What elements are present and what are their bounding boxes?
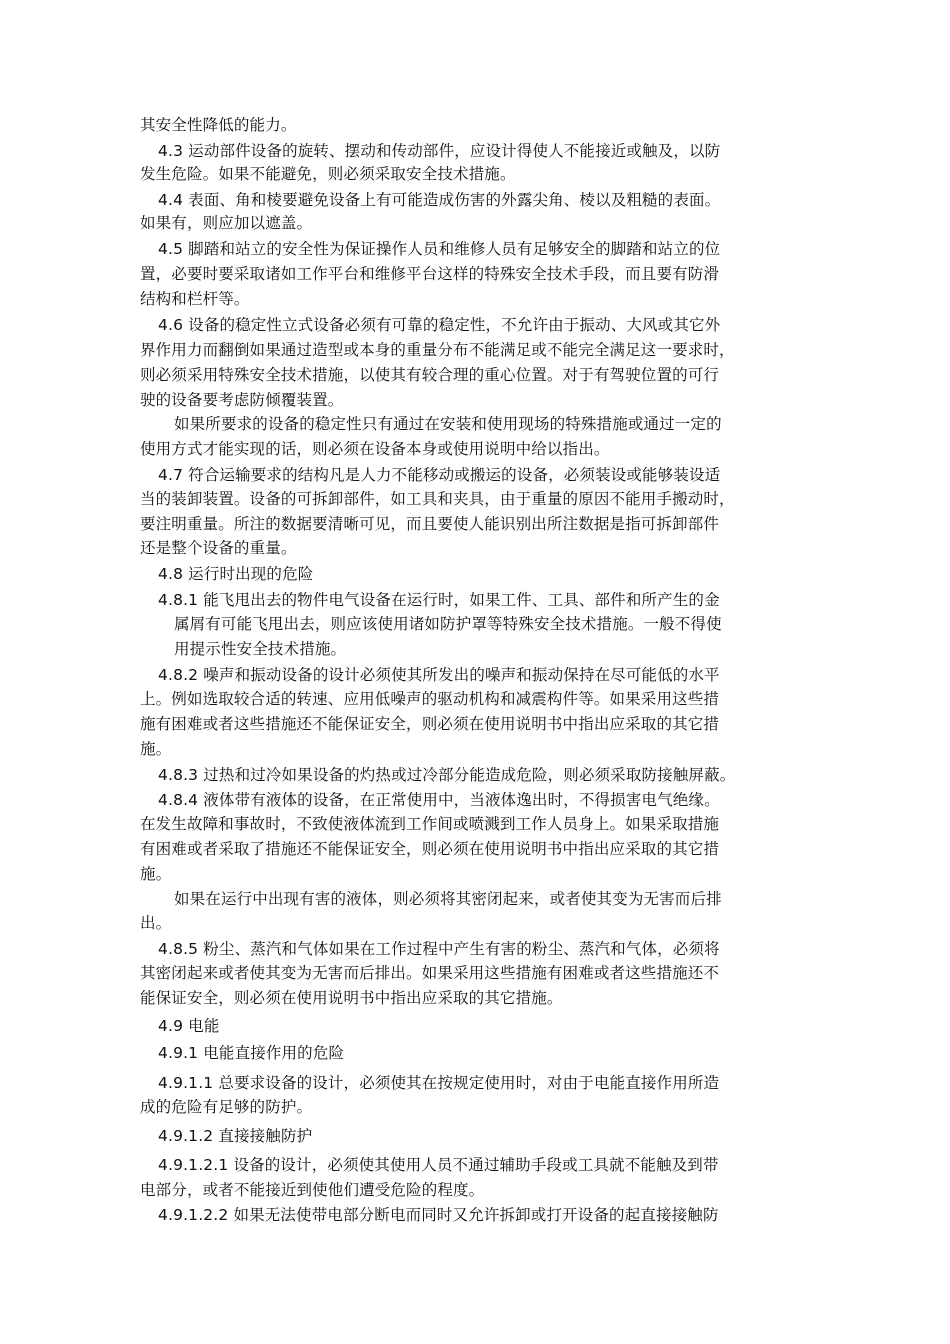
text-line: 用提示性安全技术措施。 <box>174 640 347 658</box>
text-line: 4.5 脚踏和站立的安全性为保证操作人员和维修人员有足够安全的脚踏和站立的位 <box>158 240 721 258</box>
text-line: 施有困难或者这些措施还不能保证安全，则必须在使用说明书中指出应采取的其它措 <box>140 715 720 733</box>
text-line: 4.8.2 噪声和振动设备的设计必须使其所发出的噪声和振动保持在尽可能低的水平 <box>158 666 720 684</box>
text-line: 要注明重量。所注的数据要清晰可见，而且要使人能识别出所注数据是指可拆卸部件 <box>140 515 720 533</box>
text-line: 置，必要时要采取诸如工作平台和维修平台这样的特殊安全技术手段，而且要有防滑 <box>140 265 720 283</box>
text-line: 4.8.4 液体带有液体的设备，在正常使用中，当液体逸出时，不得损害电气绝缘。 <box>158 791 720 809</box>
text-line: 上。例如选取较合适的转速、应用低噪声的驱动机构和减震构件等。如果采用这些措 <box>140 690 720 708</box>
text-line: 则必须采用特殊安全技术措施，以使其有较合理的重心位置。对于有驾驶位置的可行 <box>140 366 720 384</box>
text-line: 结构和栏杆等。 <box>140 290 250 308</box>
text-line: 4.3 运动部件设备的旋转、摆动和传动部件，应设计得使人不能接近或触及，以防 <box>158 142 721 160</box>
text-line: 4.9.1.2.1 设备的设计，必须使其使用人员不通过辅助手段或工具就不能触及到带 <box>158 1156 719 1174</box>
text-line: 出。 <box>140 914 172 932</box>
text-line: 在发生故障和事故时，不致使液体流到工作间或喷溅到工作人员身上。如果采取措施 <box>140 815 720 833</box>
text-line: 属屑有可能飞甩出去，则应该使用诸如防护罩等特殊安全技术措施。一般不得使 <box>174 615 722 633</box>
text-line: 能保证安全，则必须在使用说明书中指出应采取的其它措施。 <box>140 989 563 1007</box>
text-line: 成的危险有足够的防护。 <box>140 1098 313 1116</box>
text-line: 其密闭起来或者使其变为无害而后排出。如果采用这些措施有困难或者这些措施还不 <box>140 964 720 982</box>
text-line: 4.9.1.2 直接接触防护 <box>158 1127 313 1145</box>
text-line: 4.8 运行时出现的危险 <box>158 565 314 583</box>
text-line: 4.9.1.2.2 如果无法使带电部分断电而同时又允许拆卸或打开设备的起直接接触防 <box>158 1206 719 1224</box>
text-line: 界作用力而翻倒如果通过造型或本身的重量分布不能满足或不能完全满足这一要求时， <box>140 341 735 359</box>
text-line: 4.9.1.1 总要求设备的设计，必须使其在按规定使用时，对由于电能直接作用所造 <box>158 1074 720 1092</box>
text-line: 如果在运行中出现有害的液体，则必须将其密闭起来，或者使其变为无害而后排 <box>174 890 722 908</box>
text-line: 电部分，或者不能接近到使他们遭受危险的程度。 <box>140 1181 485 1199</box>
text-line: 4.8.1 能飞甩出去的物件电气设备在运行时，如果工件、工具、部件和所产生的金 <box>158 591 720 609</box>
text-line: 4.4 表面、角和棱要避免设备上有可能造成伤害的外露尖角、棱以及粗糙的表面。 <box>158 191 721 209</box>
text-line: 还是整个设备的重量。 <box>140 539 297 557</box>
text-line: 施。 <box>140 740 172 758</box>
text-line: 当的装卸装置。设备的可拆卸部件，如工具和夹具，由于重量的原因不能用手搬动时， <box>140 490 735 508</box>
text-line: 驶的设备要考虑防倾覆装置。 <box>140 391 344 409</box>
text-line: 4.9 电能 <box>158 1017 220 1035</box>
text-line: 发生危险。如果不能避免，则必须采取安全技术措施。 <box>140 165 516 183</box>
text-line: 4.9.1 电能直接作用的危险 <box>158 1044 345 1062</box>
text-line: 如果有，则应加以遮盖。 <box>140 214 313 232</box>
text-line: 施。 <box>140 865 172 883</box>
text-line: 4.8.3 过热和过冷如果设备的灼热或过冷部分能造成危险，则必须采取防接触屏蔽。 <box>158 766 736 784</box>
text-line: 其安全性降低的能力。 <box>140 116 297 134</box>
text-line: 如果所要求的设备的稳定性只有通过在安装和使用现场的特殊措施或通过一定的 <box>174 415 722 433</box>
text-line: 4.6 设备的稳定性立式设备必须有可靠的稳定性，不允许由于振动、大风或其它外 <box>158 316 721 334</box>
text-line: 4.8.5 粉尘、蒸汽和气体如果在工作过程中产生有害的粉尘、蒸汽和气体，必须将 <box>158 940 720 958</box>
text-line: 使用方式才能实现的话，则必须在设备本身或使用说明中给以指出。 <box>140 440 610 458</box>
text-line: 有困难或者采取了措施还不能保证安全，则必须在使用说明书中指出应采取的其它措 <box>140 840 720 858</box>
text-line: 4.7 符合运输要求的结构凡是人力不能移动或搬运的设备，必须装设或能够装设适 <box>158 466 721 484</box>
